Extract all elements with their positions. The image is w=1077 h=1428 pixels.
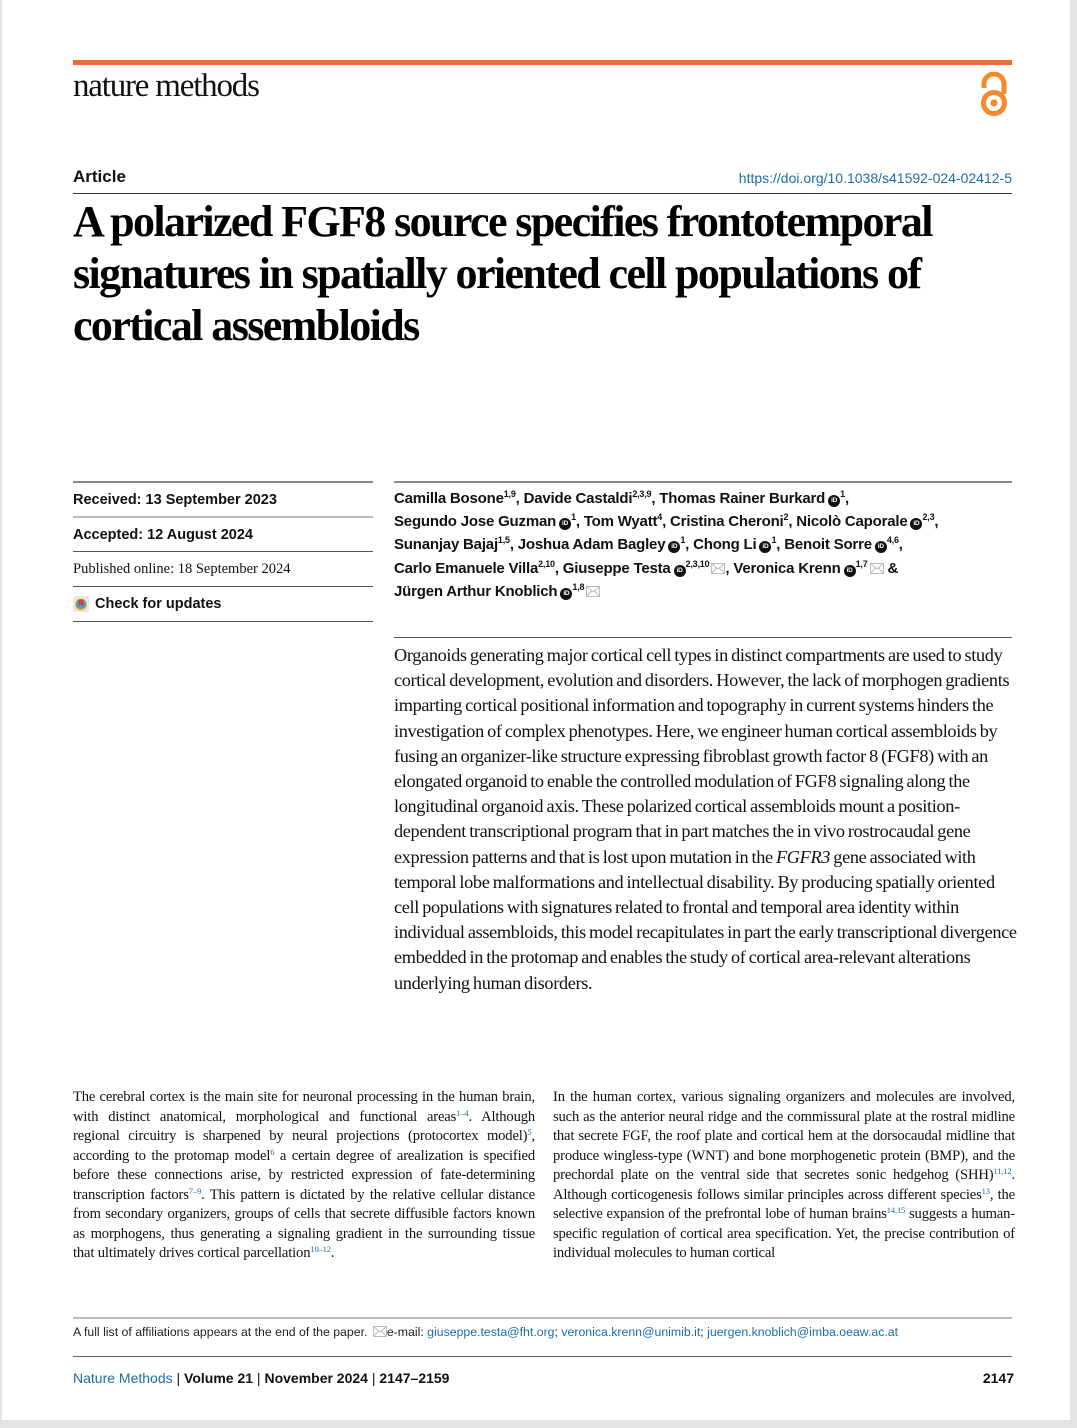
mail-icon[interactable] [586,586,600,597]
email-link[interactable]: veronica.krenn@unimib.it [561,1325,701,1339]
reference-link[interactable]: 5 [527,1127,532,1137]
author-affiliation: 1,8 [572,581,585,592]
orcid-icon[interactable]: iD [668,541,680,553]
orcid-icon[interactable]: iD [910,518,922,530]
publication-dates [73,481,373,622]
reference-link[interactable]: 10–12 [310,1244,331,1254]
divider [73,621,373,622]
paper-page [2,0,1070,1420]
abstract-text: Organoids generating major cortical cell types in distinct compartments are used to study cortical development, evolution and disorders. However, the lack of morphogen gradients imparting cortical positional information and topography in current systems hinders the investigation of complex phenotypes. Here, we engineer human cortical assembloids by fusing an organizer-like structure expressing fibroblast growth factor 8 (FGF8) with an elongated organoid to enable the controlled modulation of FGF8 signaling along the longitudinal organoid axis. These polarized cortical assembloids mount a position-dependent transcriptional program that in part matches the in vivo rostrocaudal gene expression patterns and that is lost upon mutation in the [394,645,1010,867]
citation-line: Nature Methods | Volume 21 | November 2024 | 2147–2159 [73,1370,450,1386]
mail-icon [373,1326,387,1337]
email-label: e-mail: [386,1325,424,1339]
email-link[interactable]: giuseppe.testa@fht.org [427,1325,555,1339]
check-for-updates-label: Check for updates [95,596,222,612]
open-access-lock-icon [978,72,1010,116]
author-name: Segundo Jose Guzman [394,513,557,531]
body-text: , the selective expansion of the prefrontal lobe of human brains [553,1186,1015,1222]
body-text: suggests a human-specific regulation of cortical area specification. Yet, the precise contribution of individual molecules to human cortical [553,1206,1015,1261]
abstract-text: gene associated with temporal lobe malformations and intellectual disability. By producing spatially oriented cell populations with signatures related to frontal and temporal area identity within individual assembloids, this model recapitulates in part the early transcriptional divergence embedded in the protomap and enables the study of cortical area-relevant alterations underlying human disorders. [394,846,1017,993]
orcid-icon[interactable]: iD [559,518,571,530]
mail-icon[interactable] [870,563,884,574]
reference-link[interactable]: 7–9 [188,1185,202,1196]
author-affiliation: 2,10 [538,558,555,569]
author-affiliation: 2,3 [922,512,935,523]
author-name: Joshua Adam Bagley [517,536,666,554]
author-name: Jürgen Arthur Knoblich [394,582,558,600]
author-affiliation: 1,9 [503,489,516,499]
reference-link[interactable]: 14,15 [886,1205,906,1215]
author-affiliation: 2 [783,512,789,523]
author-affiliation: 1 [680,535,686,546]
author-name: Camilla Bosone [394,490,504,507]
author-affiliation: 2,3,9 [632,489,652,499]
orcid-icon[interactable]: iD [560,588,572,600]
author-name: Davide Castaldi [523,490,633,507]
author-name: Chong Li [693,536,757,554]
email-link[interactable]: juergen.knoblich@imba.oeaw.ac.at [707,1325,899,1339]
reference-link[interactable]: 11,12 [993,1166,1012,1176]
volume: Volume 21 [184,1370,254,1386]
header-accent-bar [73,60,1012,65]
page-number: 2147 [982,1370,1014,1386]
body-text: , according to the protomap model [73,1128,535,1164]
divider [73,1356,1012,1357]
orcid-icon[interactable]: iD [759,541,771,553]
article-type: Article [73,167,126,186]
accepted-date: Accepted: 12 August 2024 [73,516,373,551]
body-column-right [553,1088,1015,1264]
doi-link[interactable]: https://doi.org/10.1038/s41592-024-02412-5 [738,170,1012,186]
reference-link[interactable]: 13 [981,1185,990,1196]
author-affiliation: 4,6 [886,535,899,546]
orcid-icon[interactable]: iD [875,541,887,553]
author-affiliation: 1 [840,489,845,499]
page-range: 2147–2159 [379,1370,450,1386]
author-affiliation: 1 [571,512,576,523]
author-name: Sunanjay Bajaj [394,536,498,554]
reference-link[interactable]: 6 [270,1146,275,1157]
body-text: . Although corticogenesis follows similar principles across different species [553,1167,1015,1203]
author-affiliation: 2,3,10 [685,558,710,569]
author-name: Giuseppe Testa [562,559,671,577]
divider [394,481,1012,483]
body-text: . This pattern is dictated by the relative cellular distance from secondary organizers, groups of cells that secrete diffusible factors known as morphogens, thus generating a signaling gradient in the surrounding tissue that ultimately drives cortical parcellation [73,1186,535,1261]
divider [73,1317,1012,1319]
body-text: a certain degree of arealization is specified before these connections arise, by restricted expression of fate-determining transcription factors [73,1147,535,1203]
author-name: Veronica Krenn [733,559,841,577]
divider [73,193,1012,194]
author-name: Tom Wyatt [583,513,658,531]
author-affiliation: 4 [657,512,663,523]
received-date: Received: 13 September 2023 [73,481,373,516]
check-for-updates-icon [73,596,89,612]
author-name: Benoit Sorre [784,536,872,554]
orcid-icon[interactable]: iD [828,495,840,507]
body-column-left [73,1088,535,1264]
body-text: In the human cortex, various signaling organizers and molecules are involved, such as the anterior neural ridge and the commissural plate at the rostral midline that secrete FGF, the roof plate and cortical hem at the dorsocaudal midline that produce wingless-type (WNT) and bone morphogenetic protein (BMP), and the prechordal plate on the ventral side that secretes sonic hedgehog (SHH) [553,1089,1015,1183]
author-affiliation: 1,5 [497,535,510,546]
body-text: The cerebral cortex is the main site for neuronal processing in the human brain, with distinct anatomical, morphological and functional areas [73,1089,535,1125]
abstract [394,643,1019,996]
journal-name-link[interactable]: Nature Methods [73,1370,173,1386]
author-name: Thomas Rainer Burkard [659,490,826,507]
gene-name: FGFR3 [775,846,831,867]
author-affiliation: 1 [771,535,777,546]
published-date: Published online: 18 September 2024 [73,551,373,586]
affiliations-note: A full list of affiliations appears at the end of the paper. e-mail: giuseppe.testa@fht.org; veronica.krenn@unimib.it; juergen.knoblich@imba.oeaw.ac.at [73,1325,899,1339]
author-name: Nicolò Caporale [796,513,908,531]
issue-date: November 2024 [264,1370,368,1386]
orcid-icon[interactable]: iD [674,565,686,577]
author-affiliation: 1,7 [855,558,868,569]
journal-logo: nature methods [73,68,259,104]
author-list: Camilla Bosone$^{1,9}$, Davide Castaldi$^{2,3,9}$, Thomas Rainer Burkard $iD^1$, Segundo Jose Guzman $iD^1$, Tom Wyatt$^4$, Cristina Cheroni$^2$, Nicolò Caporale iD$^{2,3}$, Sunanjay Bajaj$^{1,5}$, Joshua Adam Bagley $iD^1$, Chong Li $iD^1$, Benoit Sorre iD$^{4,6}$, Carlo Emanuele Villa$^{2,10}$, Giuseppe Testa iD$^{2,3,10}$ , Veronica Krenn iD$^{1,7}$ & Jürgen Arthur Knoblich iD$^{1,8}$ [394,489,939,600]
article-title: A polarized FGF8 source specifies frontotemporal signatures in spatially oriented cell populations of cortical assembloids [73,197,932,350]
check-for-updates-button[interactable] [73,586,373,621]
author-name: Cristina Cheroni [670,513,784,531]
divider [394,637,1012,638]
affiliations-text: A full list of affiliations appears at the end of the paper. [73,1325,368,1339]
reference-link[interactable]: 1–4 [456,1107,469,1118]
body-text: . [330,1245,335,1261]
orcid-icon[interactable]: iD [844,565,856,577]
body-text: . Although regional circuitry is sharpened by neural projections (protocortex model) [73,1108,536,1144]
mail-icon[interactable] [711,563,725,574]
author-name: Carlo Emanuele Villa [394,559,539,577]
